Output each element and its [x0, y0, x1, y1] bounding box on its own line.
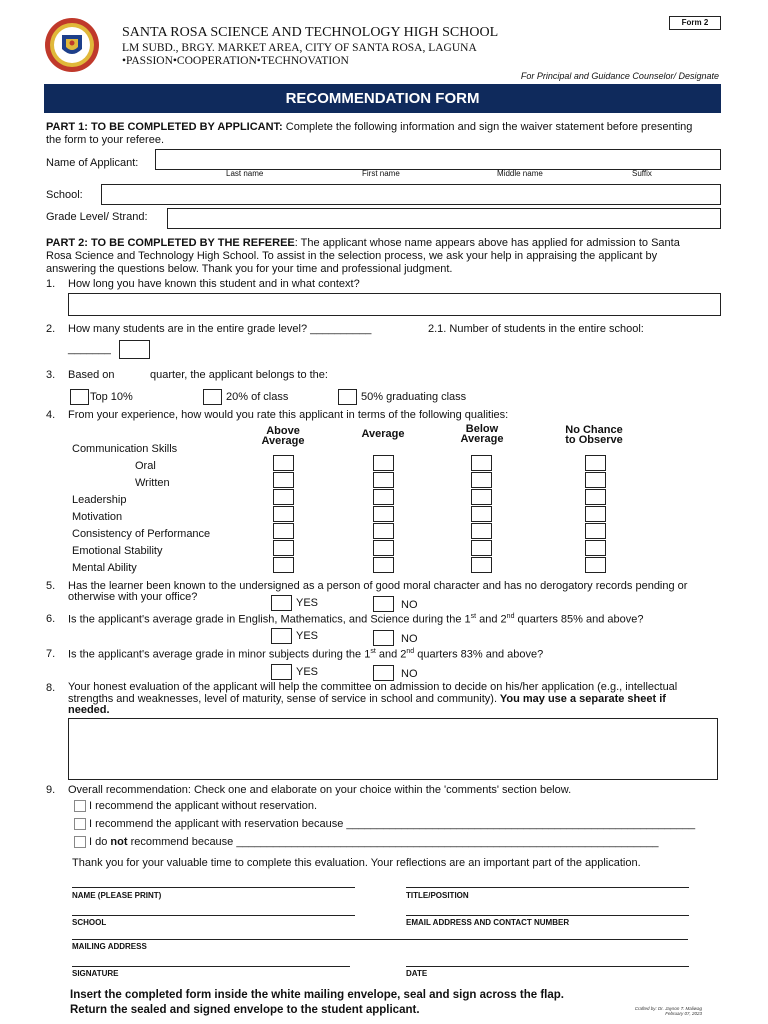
col-nochance-l1: No Chance	[565, 424, 623, 436]
grade-label: Grade Level/ Strand:	[46, 211, 148, 223]
q8-text-c: You may use a separate sheet if	[497, 692, 666, 705]
col-nochance-l2: to Observe	[565, 434, 623, 446]
q7-sup-nd: nd	[406, 648, 415, 655]
q8-text-d: needed.	[68, 704, 110, 716]
date-sig-label: DATE	[406, 969, 428, 978]
rating-consistency-above-average-checkbox[interactable]	[273, 523, 294, 539]
rating-mental-above-average-checkbox[interactable]	[273, 557, 294, 573]
q5-text-a: Has the learner been known to the undersigned as a person of good moral character and has no derogatory records pending or	[68, 580, 688, 592]
footer-line1: Insert the completed form inside the white mailing envelope, seal and sign across the flap.	[70, 989, 564, 1001]
rating-written-below-average-checkbox[interactable]	[471, 472, 492, 488]
rating-emotional-above-average-checkbox[interactable]	[273, 540, 294, 556]
rec-opt3-checkbox[interactable]	[74, 836, 86, 848]
q3-number: 3.	[46, 369, 56, 381]
rating-oral-average-checkbox[interactable]	[373, 455, 394, 471]
row-label-mental: Mental Ability	[72, 562, 137, 574]
rec-opt3-b: not	[110, 836, 128, 848]
q4-number: 4.	[46, 409, 56, 421]
rating-motivation-below-average-checkbox[interactable]	[471, 506, 492, 522]
q3-top10-checkbox[interactable]	[70, 389, 89, 405]
rating-consistency-average-checkbox[interactable]	[373, 523, 394, 539]
q5-yes-label: YES	[296, 597, 319, 609]
row-label-motivation: Motivation	[72, 511, 123, 523]
q7-text-b: and 2	[375, 648, 407, 661]
col-above-average	[248, 426, 318, 446]
rating-consistency-below-average-checkbox[interactable]	[471, 523, 492, 539]
part1-text2: the form to your referee.	[46, 134, 164, 146]
rating-oral-below-average-checkbox[interactable]	[471, 455, 492, 471]
title-line[interactable]	[406, 887, 689, 888]
rec-opt2-checkbox[interactable]	[74, 818, 86, 830]
q2-1-field[interactable]	[119, 340, 150, 359]
sublabel-suffix: Suffix	[632, 169, 652, 178]
row-label-written: Written	[135, 477, 170, 489]
q3-50-checkbox[interactable]	[338, 389, 357, 405]
school-line[interactable]	[72, 915, 355, 916]
rating-motivation-no-chance-checkbox[interactable]	[585, 506, 606, 522]
q1-number: 1.	[46, 278, 56, 290]
q2-number: 2.	[46, 323, 56, 335]
q1-field[interactable]	[68, 293, 721, 316]
name-field[interactable]	[155, 149, 721, 170]
part2-intro	[46, 237, 722, 276]
row-label-leadership: Leadership	[72, 494, 127, 506]
rating-emotional-average-checkbox[interactable]	[373, 540, 394, 556]
signature-sig-label: SIGNATURE	[72, 969, 119, 978]
name-line[interactable]	[72, 887, 355, 888]
q3-text-b: quarter, the applicant belongs to the:	[150, 369, 328, 381]
q6-sup-st: st	[470, 613, 477, 620]
rating-written-no-chance-checkbox[interactable]	[585, 472, 606, 488]
q7-text-c: quarters 83% and above?	[414, 648, 544, 661]
q4-text: From your experience, how would you rate this applicant in terms of the following qualities:	[68, 409, 509, 421]
row-label-consistency: Consistency of Performance	[72, 528, 211, 540]
sublabel-middle: Middle name	[497, 169, 543, 178]
part2-line3: answering the questions below. Thank you for your time and professional judgment.	[46, 263, 453, 275]
q6-no-checkbox[interactable]	[373, 630, 394, 646]
footer-line2: Return the sealed and signed envelope to the student applicant.	[70, 1004, 420, 1016]
q6-yes-checkbox[interactable]	[271, 628, 292, 644]
school-seal	[44, 17, 100, 73]
part1-text1: Complete the following information and sign the waiver statement before presenting	[285, 121, 693, 133]
q2-1-blank: _______	[68, 343, 111, 355]
signature-line[interactable]	[72, 966, 350, 967]
q3-20-label: 20% of class	[226, 391, 289, 403]
rating-oral-above-average-checkbox[interactable]	[273, 455, 294, 471]
rating-leadership-below-average-checkbox[interactable]	[471, 489, 492, 505]
col-above-l1: Above	[266, 425, 300, 437]
rating-oral-no-chance-checkbox[interactable]	[585, 455, 606, 471]
rating-mental-average-checkbox[interactable]	[373, 557, 394, 573]
rec-opt3-c: recommend because _____________________________________________________________________	[127, 836, 659, 848]
row-label-emotional: Emotional Stability	[72, 545, 163, 557]
rating-leadership-average-checkbox[interactable]	[373, 489, 394, 505]
email-line[interactable]	[406, 915, 689, 916]
q7-sup-st: st	[370, 648, 376, 655]
school-motto: •PASSION•COOPERATION•TECHNOVATION	[122, 55, 349, 67]
q8-number: 8.	[46, 682, 56, 694]
q5-no-label: NO	[401, 599, 418, 611]
part2-line1: : The applicant whose name appears above has applied for admission to Santa	[294, 237, 680, 249]
q7-text-a: Is the applicant's average grade in minor subjects during the 1	[68, 648, 371, 661]
form-tag	[669, 16, 721, 30]
q6-number: 6.	[46, 613, 56, 625]
rating-leadership-above-average-checkbox[interactable]	[273, 489, 294, 505]
q8-text	[68, 682, 718, 717]
part2-line2: Rosa Science and Technology High School. To assist in the selection process, we ask your help in appraising the applicant by	[46, 250, 658, 262]
q6-yes-label: YES	[296, 630, 319, 642]
title-banner	[44, 84, 721, 113]
footer-credit	[635, 1006, 702, 1016]
rec-opt1-checkbox[interactable]	[74, 800, 86, 812]
q6-no-label: NO	[401, 633, 418, 645]
q9-number: 9.	[46, 784, 56, 796]
part1-heading: PART 1: TO BE COMPLETED BY APPLICANT:	[46, 121, 283, 133]
q3-top10-label: Top 10%	[90, 391, 133, 403]
mailing-sig-label: MAILING ADDRESS	[72, 942, 147, 951]
q3-20-checkbox[interactable]	[203, 389, 222, 405]
form-title: RECOMMENDATION FORM	[285, 90, 480, 107]
rec-opt3-a: I do	[89, 836, 111, 848]
row-label-communication: Communication Skills	[72, 443, 178, 455]
q2-1-text: 2.1. Number of students in the entire school:	[428, 323, 644, 335]
q3-50-label: 50% graduating class	[361, 391, 467, 403]
q3-text-a: Based on	[68, 369, 115, 381]
mailing-line[interactable]	[72, 939, 688, 940]
rating-leadership-no-chance-checkbox[interactable]	[585, 489, 606, 505]
date-line[interactable]	[406, 966, 689, 967]
rating-written-above-average-checkbox[interactable]	[273, 472, 294, 488]
q6-text-b: and 2	[476, 613, 507, 626]
q7-no-checkbox[interactable]	[373, 665, 394, 681]
email-sig-label: EMAIL ADDRESS AND CONTACT NUMBER	[406, 918, 570, 927]
q5-text-b: otherwise with your office?	[68, 591, 198, 603]
col-below-average	[447, 424, 517, 444]
col-no-chance	[549, 425, 639, 445]
name-sig-label: NAME (PLEASE PRINT)	[72, 891, 162, 900]
rec-opt3-label	[89, 836, 658, 848]
sublabel-first: First name	[362, 169, 400, 178]
q8-field[interactable]	[68, 718, 718, 780]
col-below-l2: Average	[460, 433, 504, 445]
form-tag-label: Form 2	[681, 18, 709, 27]
footer-credit-2: February 07, 2023	[665, 1011, 702, 1016]
rec-opt1-label: I recommend the applicant without reservation.	[89, 800, 318, 812]
thanks-text: Thank you for your valuable time to complete this evaluation. Your reflections are an important part of the application.	[72, 857, 641, 869]
rating-mental-no-chance-checkbox[interactable]	[585, 557, 606, 573]
q7-text	[68, 648, 543, 661]
rating-motivation-above-average-checkbox[interactable]	[273, 506, 294, 522]
col-below-l1: Below	[465, 423, 499, 435]
q6-text-c: quarters 85% and above?	[514, 613, 644, 626]
part1-intro	[46, 121, 722, 147]
rec-opt2-label: I recommend the applicant with reservation because _________________________________________________________	[89, 818, 696, 830]
col-above-l2: Average	[261, 435, 305, 447]
q5-yes-checkbox[interactable]	[271, 595, 292, 611]
audience-note: For Principal and Guidance Counselor/ Designate	[520, 71, 719, 81]
q6-text-a: Is the applicant's average grade in English, Mathematics, and Science during the 1	[68, 613, 471, 626]
q5-no-checkbox[interactable]	[373, 596, 394, 612]
part2-heading: PART 2: TO BE COMPLETED BY THE REFEREE	[46, 237, 295, 249]
footer-credit-1: Crafted by: Dr. Jayson T. Maliwag	[634, 1006, 702, 1011]
sublabel-last: Last name	[226, 169, 264, 178]
q7-number: 7.	[46, 648, 56, 660]
row-label-oral: Oral	[135, 460, 156, 472]
grade-field[interactable]	[167, 208, 721, 229]
q6-sup-nd: nd	[506, 613, 515, 620]
school-field[interactable]	[101, 184, 721, 205]
q9-text: Overall recommendation: Check one and elaborate on your choice within the 'comments' section below.	[68, 784, 572, 796]
q8-text-b: strengths and weaknesses, level of maturity, sense of service in school and community).	[68, 692, 497, 705]
q7-yes-checkbox[interactable]	[271, 664, 292, 680]
q7-no-label: NO	[401, 668, 418, 680]
rating-motivation-average-checkbox[interactable]	[373, 506, 394, 522]
q6-text	[68, 613, 644, 626]
school-label: School:	[46, 189, 83, 201]
name-label: Name of Applicant:	[46, 157, 139, 169]
q2-text: How many students are in the entire grade level? __________	[68, 323, 372, 335]
school-sig-label: SCHOOL	[72, 918, 107, 927]
rating-consistency-no-chance-checkbox[interactable]	[585, 523, 606, 539]
rating-mental-below-average-checkbox[interactable]	[471, 557, 492, 573]
q8-text-a: Your honest evaluation of the applicant will help the committee on admission to decide on his/her application (e.g., intellectual	[68, 681, 678, 693]
rating-written-average-checkbox[interactable]	[373, 472, 394, 488]
school-address: LM SUBD., BRGY. MARKET AREA, CITY OF SANTA ROSA, LAGUNA	[122, 42, 477, 54]
q5-number: 5.	[46, 580, 56, 592]
school-name: SANTA ROSA SCIENCE AND TECHNOLOGY HIGH SCHOOL	[122, 25, 499, 40]
title-sig-label: TITLE/POSITION	[406, 891, 469, 900]
q7-yes-label: YES	[296, 666, 319, 678]
q1-text: How long you have known this student and in what context?	[68, 278, 360, 290]
col-average: Average	[361, 428, 405, 440]
rating-emotional-below-average-checkbox[interactable]	[471, 540, 492, 556]
rating-emotional-no-chance-checkbox[interactable]	[585, 540, 606, 556]
